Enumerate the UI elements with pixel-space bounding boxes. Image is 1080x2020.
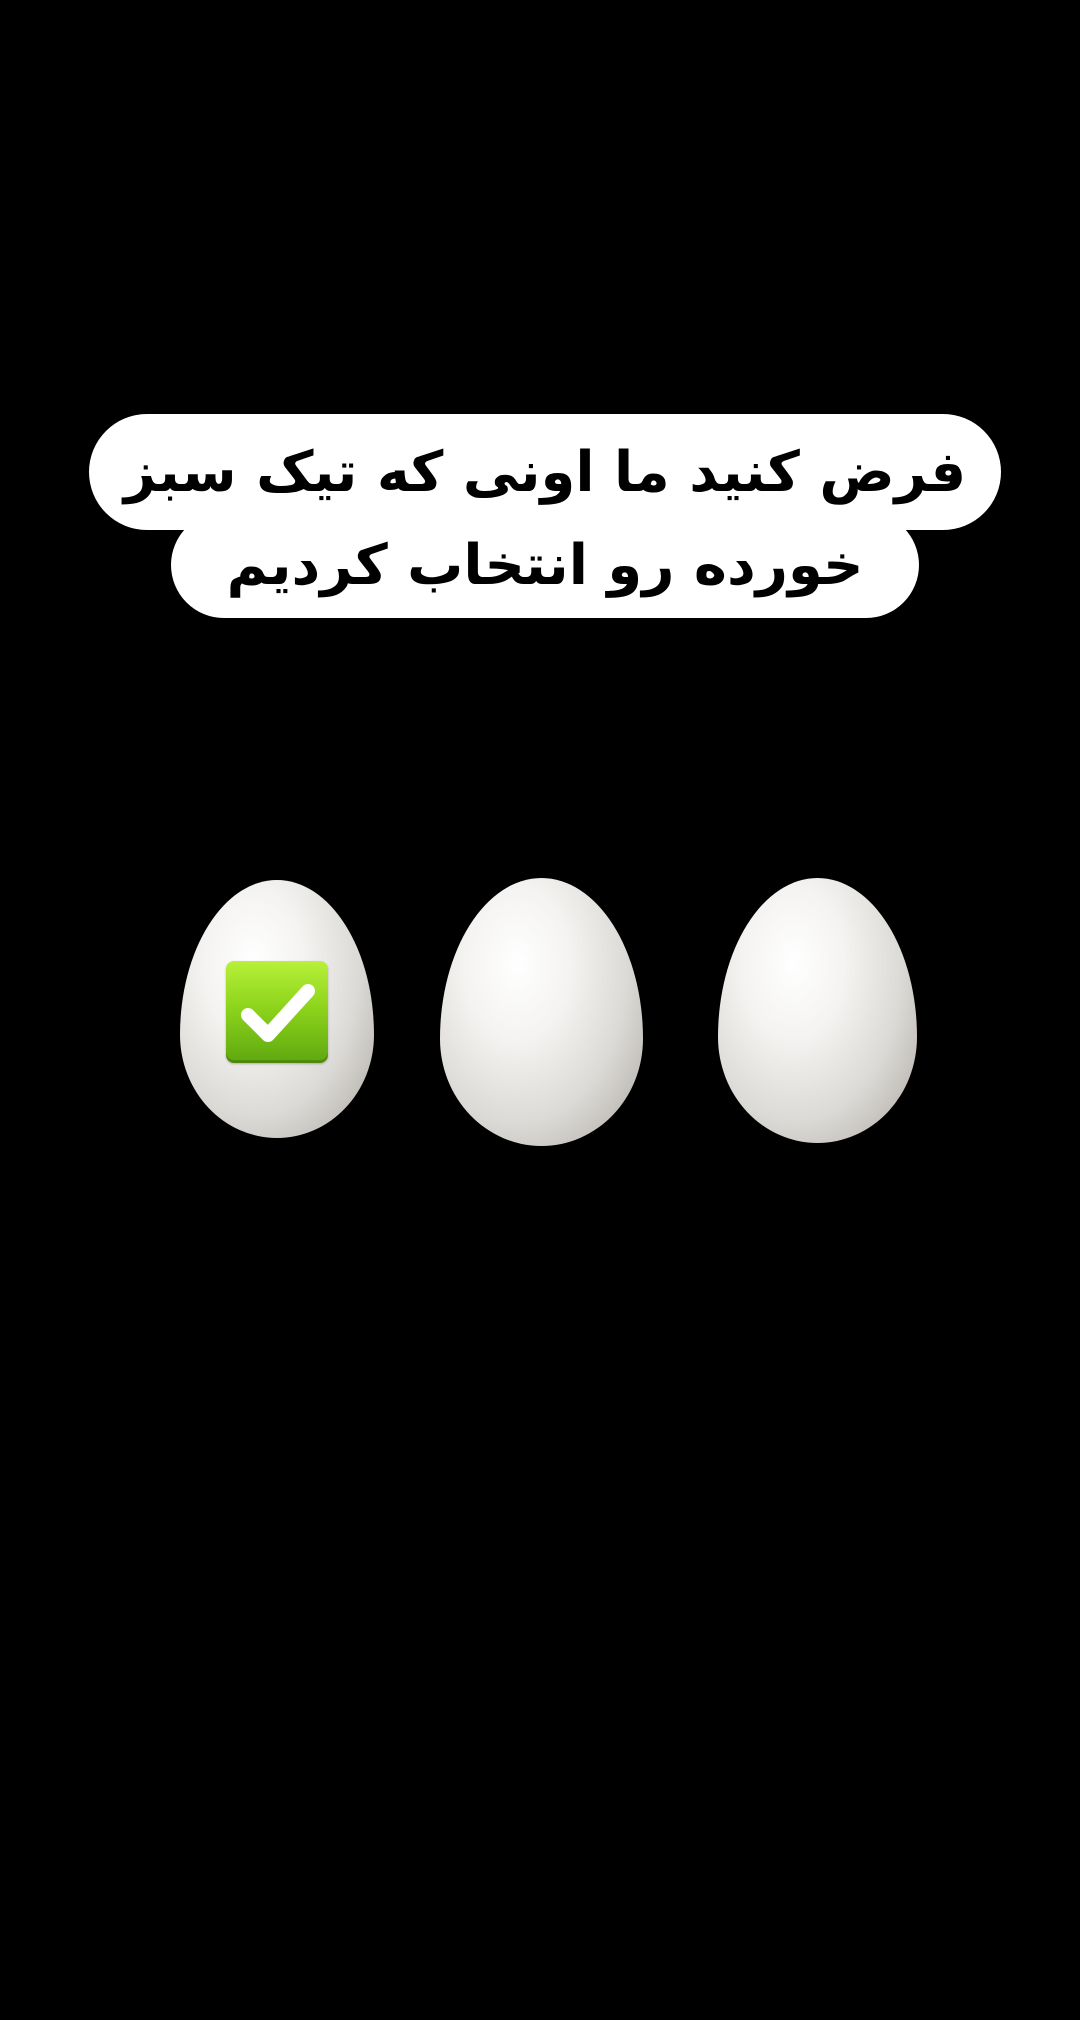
caption-line-2-text: خورده رو انتخاب کردیم xyxy=(226,532,864,598)
caption xyxy=(0,0,1080,650)
egg-right[interactable] xyxy=(718,878,917,1143)
egg-middle[interactable] xyxy=(440,878,643,1146)
caption-line-1-text: فرض کنید ما اونی که تیک سبز xyxy=(123,439,967,505)
check-mark-icon xyxy=(226,961,328,1063)
check-mark-button-icon xyxy=(226,961,328,1063)
caption-line-2 xyxy=(171,512,919,618)
